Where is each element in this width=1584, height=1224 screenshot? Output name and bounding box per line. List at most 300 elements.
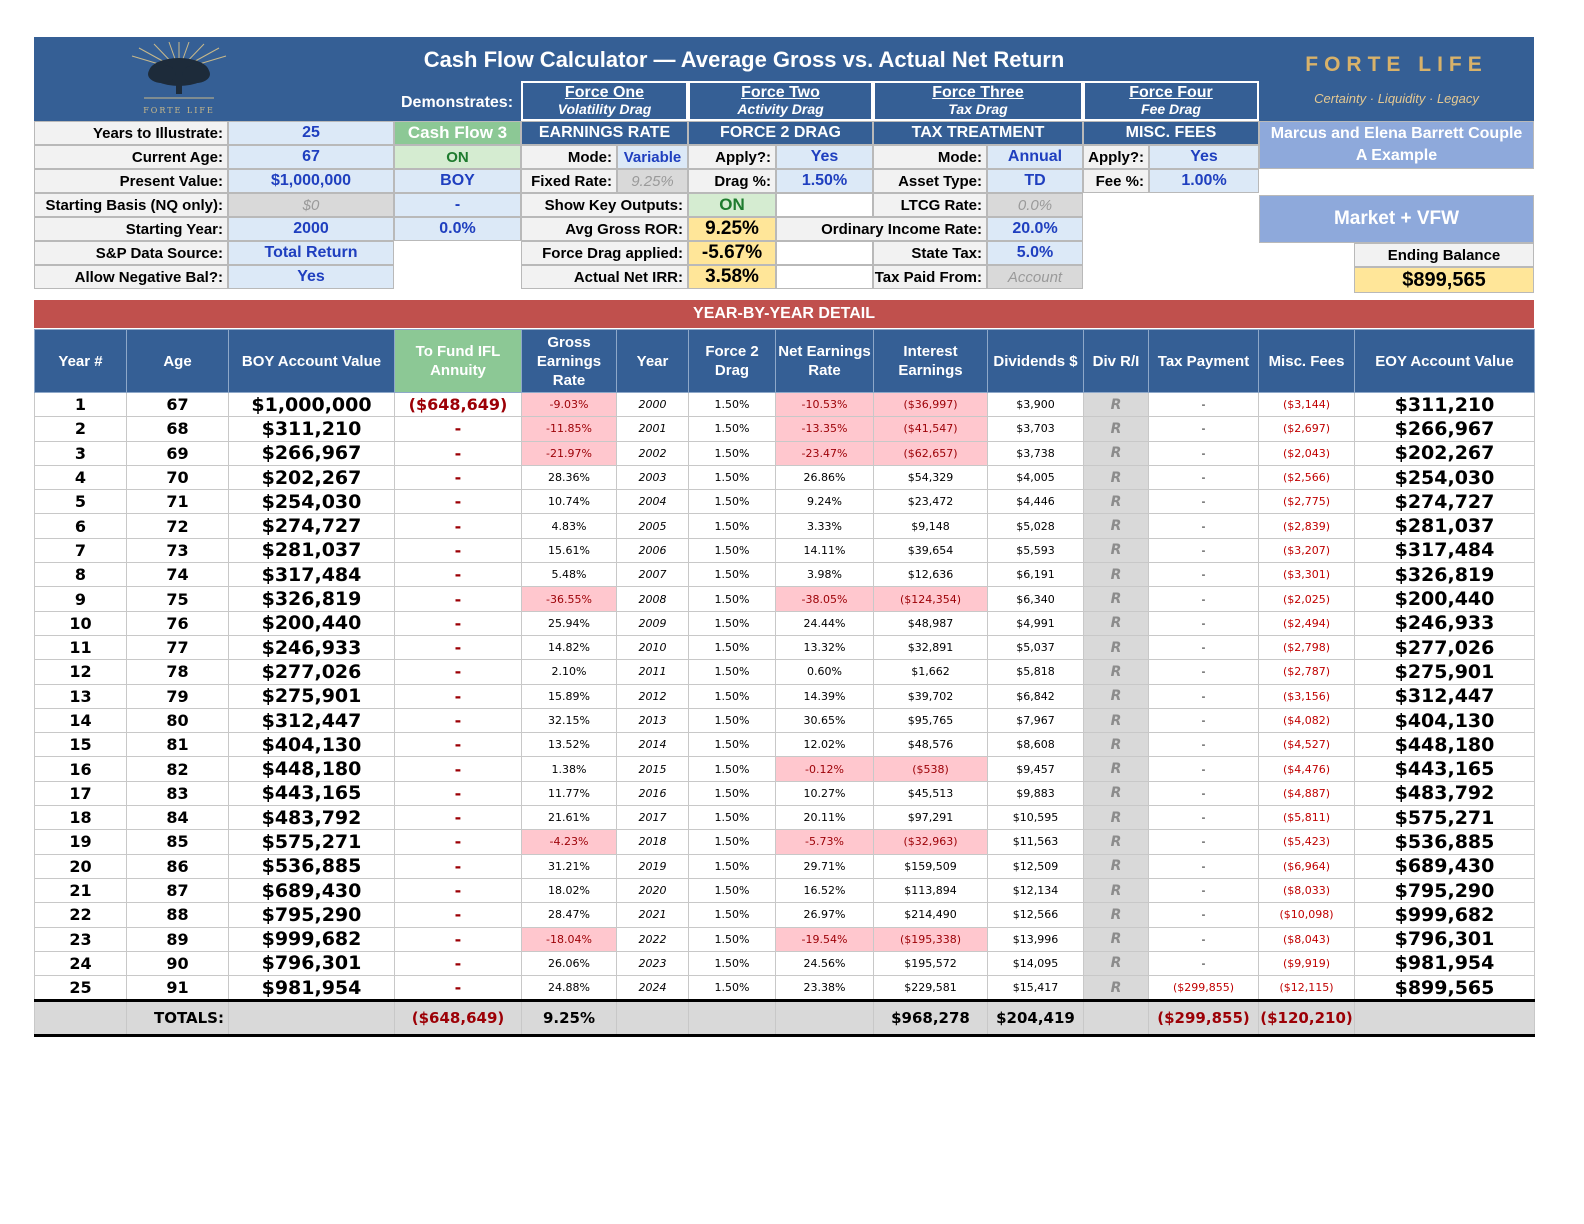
- cell-misc-fees: ($2,043): [1259, 441, 1355, 465]
- col-tax: Tax Payment: [1149, 330, 1259, 393]
- fee-pct-input[interactable]: 1.00%: [1149, 169, 1259, 193]
- cell-dividends: $6,842: [988, 684, 1084, 708]
- cell-dividends: $5,818: [988, 660, 1084, 684]
- cell-gross-rate: 5.48%: [522, 563, 617, 587]
- cell-boy-value: $281,037: [229, 538, 395, 562]
- col-age: Age: [127, 330, 229, 393]
- cell-div-ri: R: [1084, 976, 1149, 1001]
- cell-net-rate: 24.44%: [776, 611, 874, 635]
- cell-net-rate: 3.33%: [776, 514, 874, 538]
- table-row: [35, 465, 1535, 489]
- col-year: Year: [617, 330, 689, 393]
- cell-net-rate: -13.35%: [776, 417, 874, 441]
- year-by-year-table: [34, 329, 1535, 1037]
- cell-age: 73: [127, 538, 229, 562]
- cell-eoy-value: $404,130: [1355, 708, 1535, 732]
- cell-year: 2024: [617, 976, 689, 1001]
- cell-dividends: $14,095: [988, 951, 1084, 975]
- cell-year: 2009: [617, 611, 689, 635]
- start-year-input[interactable]: 2000: [228, 217, 394, 241]
- cell-eoy-value: $443,165: [1355, 757, 1535, 781]
- cell-misc-fees: ($3,156): [1259, 684, 1355, 708]
- cell-div-ri: R: [1084, 684, 1149, 708]
- avg-gross-value: 9.25%: [688, 217, 776, 241]
- table-row: [35, 635, 1535, 659]
- tax-treatment-title: TAX TREATMENT: [873, 121, 1083, 145]
- earnings-mode-label: Mode:: [521, 145, 617, 169]
- force-three-header: Force Three Tax Drag: [873, 81, 1083, 121]
- allow-neg-input[interactable]: Yes: [228, 265, 394, 289]
- cell-dividends: $5,593: [988, 538, 1084, 562]
- cell-boy-value: $483,792: [229, 806, 395, 830]
- earnings-mode-input[interactable]: Variable: [617, 145, 688, 169]
- cell-misc-fees: ($4,476): [1259, 757, 1355, 781]
- fees-apply-input[interactable]: Yes: [1149, 145, 1259, 169]
- cell-misc-fees: ($2,697): [1259, 417, 1355, 441]
- cell-force2-drag: 1.50%: [689, 708, 776, 732]
- cell-dividends: $3,738: [988, 441, 1084, 465]
- basis-label: Starting Basis (NQ only):: [34, 193, 228, 217]
- cell-force2-drag: 1.50%: [689, 757, 776, 781]
- cell-boy-value: $254,030: [229, 490, 395, 514]
- cell-interest: $12,636: [874, 563, 988, 587]
- cell-dividends: $10,595: [988, 806, 1084, 830]
- state-tax-label: State Tax:: [873, 241, 987, 265]
- cell-force2-drag: 1.50%: [689, 465, 776, 489]
- cell-interest: ($36,997): [874, 393, 988, 417]
- cell-net-rate: -23.47%: [776, 441, 874, 465]
- cell-year-num: 15: [35, 733, 127, 757]
- cell-gross-rate: 32.15%: [522, 708, 617, 732]
- cell-force2-drag: 1.50%: [689, 684, 776, 708]
- cell-tax-payment: -: [1149, 465, 1259, 489]
- brand-block: [1259, 37, 1534, 121]
- cell-tax-payment: -: [1149, 635, 1259, 659]
- cell-gross-rate: -4.23%: [522, 830, 617, 854]
- cell-age: 70: [127, 465, 229, 489]
- cell-boy-value: $246,933: [229, 635, 395, 659]
- cell-div-ri: R: [1084, 587, 1149, 611]
- cell-tax-payment: -: [1149, 393, 1259, 417]
- table-row: [35, 393, 1535, 417]
- year-by-year-banner: YEAR-BY-YEAR DETAIL: [34, 300, 1534, 328]
- cell-year: 2015: [617, 757, 689, 781]
- cell-interest: $95,765: [874, 708, 988, 732]
- col-force2: Force 2 Drag: [689, 330, 776, 393]
- cell-fund-annuity: -: [395, 465, 522, 489]
- cell-force2-drag: 1.50%: [689, 417, 776, 441]
- cell-net-rate: 3.98%: [776, 563, 874, 587]
- cell-force2-drag: 1.50%: [689, 538, 776, 562]
- cell-year-num: 17: [35, 781, 127, 805]
- table-row: [35, 538, 1535, 562]
- tax-mode-input[interactable]: Annual: [987, 145, 1083, 169]
- cell-year: 2012: [617, 684, 689, 708]
- cell-dividends: $4,446: [988, 490, 1084, 514]
- cell-div-ri: R: [1084, 441, 1149, 465]
- force-drag-label: Force Drag applied:: [521, 241, 688, 265]
- page-title: Cash Flow Calculator — Average Gross vs. Actual Net Return: [423, 47, 1065, 72]
- cell-dividends: $9,457: [988, 757, 1084, 781]
- force-one-header: Force One Volatility Drag: [521, 81, 688, 121]
- tax-mode-label: Mode:: [873, 145, 987, 169]
- cell-tax-payment: -: [1149, 708, 1259, 732]
- cell-year: 2022: [617, 927, 689, 951]
- cell-net-rate: -19.54%: [776, 927, 874, 951]
- cell-boy-value: $404,130: [229, 733, 395, 757]
- age-input[interactable]: 67: [228, 145, 394, 169]
- cell-interest: $39,702: [874, 684, 988, 708]
- cell-interest: $48,576: [874, 733, 988, 757]
- cell-tax-payment: -: [1149, 903, 1259, 927]
- cell-net-rate: -38.05%: [776, 587, 874, 611]
- cell-misc-fees: ($2,839): [1259, 514, 1355, 538]
- ordinary-income-input[interactable]: 20.0%: [987, 217, 1083, 241]
- cell-net-rate: 14.11%: [776, 538, 874, 562]
- cell-tax-payment: -: [1149, 781, 1259, 805]
- table-row: [35, 417, 1535, 441]
- cell-dividends: $6,191: [988, 563, 1084, 587]
- cell-misc-fees: ($3,207): [1259, 538, 1355, 562]
- cell-year: 2004: [617, 490, 689, 514]
- input-panel: [34, 37, 1534, 295]
- table-row: [35, 490, 1535, 514]
- col-div-ri: Div R/I: [1084, 330, 1149, 393]
- cell-boy-value: $575,271: [229, 830, 395, 854]
- cell-fund-annuity: -: [395, 611, 522, 635]
- cell-eoy-value: $796,301: [1355, 927, 1535, 951]
- ending-balance-label: Ending Balance: [1354, 243, 1534, 267]
- cell-tax-payment: -: [1149, 611, 1259, 635]
- cell-div-ri: R: [1084, 708, 1149, 732]
- cell-div-ri: R: [1084, 611, 1149, 635]
- cell-year-num: 18: [35, 806, 127, 830]
- cell-fund-annuity: -: [395, 563, 522, 587]
- cell-age: 71: [127, 490, 229, 514]
- cell-div-ri: R: [1084, 733, 1149, 757]
- total-interest: $968,278: [874, 1001, 988, 1036]
- cell-interest: $39,654: [874, 538, 988, 562]
- state-tax-input[interactable]: 5.0%: [987, 241, 1083, 265]
- table-row: [35, 757, 1535, 781]
- cell-age: 89: [127, 927, 229, 951]
- force2-drag-title: FORCE 2 DRAG: [688, 121, 873, 145]
- tax-paid-input[interactable]: Account: [987, 265, 1083, 289]
- cell-boy-value: $326,819: [229, 587, 395, 611]
- cell-year: 2023: [617, 951, 689, 975]
- cash-flow-rate[interactable]: 0.0%: [394, 217, 521, 241]
- cell-year-num: 3: [35, 441, 127, 465]
- col-net: Net Earnings Rate: [776, 330, 874, 393]
- cell-year-num: 4: [35, 465, 127, 489]
- cell-age: 77: [127, 635, 229, 659]
- cell-misc-fees: ($2,787): [1259, 660, 1355, 684]
- cell-dividends: $12,566: [988, 903, 1084, 927]
- logo: [114, 39, 244, 117]
- cell-year: 2019: [617, 854, 689, 878]
- force2-apply-input[interactable]: Yes: [776, 145, 873, 169]
- cell-eoy-value: $274,727: [1355, 490, 1535, 514]
- cell-gross-rate: 24.88%: [522, 976, 617, 1001]
- pv-input[interactable]: $1,000,000: [228, 169, 394, 193]
- cell-age: 75: [127, 587, 229, 611]
- misc-fees-title: MISC. FEES: [1083, 121, 1259, 145]
- cash-flow-status[interactable]: ON: [394, 145, 521, 169]
- cell-boy-value: $448,180: [229, 757, 395, 781]
- cell-year: 2002: [617, 441, 689, 465]
- totals-label: TOTALS:: [127, 1001, 229, 1036]
- tree-icon: [124, 42, 234, 106]
- cell-age: 76: [127, 611, 229, 635]
- cell-fund-annuity: -: [395, 417, 522, 441]
- cell-year-num: 16: [35, 757, 127, 781]
- cell-gross-rate: -36.55%: [522, 587, 617, 611]
- col-eoy: EOY Account Value: [1355, 330, 1535, 393]
- cell-fund-annuity: -: [395, 830, 522, 854]
- cell-boy-value: $202,267: [229, 465, 395, 489]
- cell-misc-fees: ($3,144): [1259, 393, 1355, 417]
- cell-boy-value: $536,885: [229, 854, 395, 878]
- table-row: [35, 927, 1535, 951]
- table-row: [35, 951, 1535, 975]
- cell-interest: ($195,338): [874, 927, 988, 951]
- cell-dividends: $13,996: [988, 927, 1084, 951]
- cell-net-rate: 20.11%: [776, 806, 874, 830]
- cell-tax-payment: -: [1149, 538, 1259, 562]
- cell-year: 2021: [617, 903, 689, 927]
- table-row: [35, 514, 1535, 538]
- fixed-rate-input[interactable]: 9.25%: [617, 169, 688, 193]
- cell-net-rate: 12.02%: [776, 733, 874, 757]
- cell-net-rate: 26.97%: [776, 903, 874, 927]
- cell-fund-annuity: -: [395, 441, 522, 465]
- cell-div-ri: R: [1084, 635, 1149, 659]
- cell-boy-value: $274,727: [229, 514, 395, 538]
- cell-dividends: $3,703: [988, 417, 1084, 441]
- cell-interest: ($32,963): [874, 830, 988, 854]
- cell-eoy-value: $311,210: [1355, 393, 1535, 417]
- tax-paid-label: Tax Paid From:: [873, 265, 987, 289]
- force-two-header: Force Two Activity Drag: [688, 81, 873, 121]
- asset-type-input[interactable]: TD: [987, 169, 1083, 193]
- cell-force2-drag: 1.50%: [689, 781, 776, 805]
- cell-gross-rate: 11.77%: [522, 781, 617, 805]
- table-row: [35, 830, 1535, 854]
- cell-year-num: 12: [35, 660, 127, 684]
- totals-row: [35, 1001, 1535, 1036]
- col-boy: BOY Account Value: [229, 330, 395, 393]
- cell-age: 81: [127, 733, 229, 757]
- cell-div-ri: R: [1084, 660, 1149, 684]
- cash-flow-timing[interactable]: BOY: [394, 169, 521, 193]
- cell-year: 2010: [617, 635, 689, 659]
- show-outputs-label: Show Key Outputs:: [521, 193, 688, 217]
- cell-div-ri: R: [1084, 538, 1149, 562]
- cell-gross-rate: -11.85%: [522, 417, 617, 441]
- cell-year-num: 22: [35, 903, 127, 927]
- earnings-rate-title: EARNINGS RATE: [521, 121, 688, 145]
- cell-misc-fees: ($12,115): [1259, 976, 1355, 1001]
- cell-net-rate: 9.24%: [776, 490, 874, 514]
- years-input[interactable]: 25: [228, 121, 394, 145]
- cell-eoy-value: $275,901: [1355, 660, 1535, 684]
- cell-eoy-value: $536,885: [1355, 830, 1535, 854]
- cell-interest: $48,987: [874, 611, 988, 635]
- cell-force2-drag: 1.50%: [689, 927, 776, 951]
- cell-interest: $23,472: [874, 490, 988, 514]
- cell-dividends: $3,900: [988, 393, 1084, 417]
- cell-force2-drag: 1.50%: [689, 611, 776, 635]
- ltcg-input[interactable]: 0.0%: [987, 193, 1083, 217]
- cell-gross-rate: 14.82%: [522, 635, 617, 659]
- cell-fund-annuity: -: [395, 587, 522, 611]
- cell-dividends: $5,037: [988, 635, 1084, 659]
- cell-div-ri: R: [1084, 417, 1149, 441]
- cell-net-rate: -0.12%: [776, 757, 874, 781]
- cell-age: 78: [127, 660, 229, 684]
- cell-fund-annuity: -: [395, 878, 522, 902]
- cell-dividends: $4,005: [988, 465, 1084, 489]
- cell-year: 2018: [617, 830, 689, 854]
- cell-fund-annuity: -: [395, 635, 522, 659]
- cell-tax-payment: -: [1149, 441, 1259, 465]
- cell-year-num: 6: [35, 514, 127, 538]
- cell-year: 2005: [617, 514, 689, 538]
- cell-age: 69: [127, 441, 229, 465]
- cell-tax-payment: -: [1149, 854, 1259, 878]
- cell-fund-annuity: -: [395, 951, 522, 975]
- ltcg-label: LTCG Rate:: [873, 193, 987, 217]
- cell-net-rate: -5.73%: [776, 830, 874, 854]
- cell-age: 72: [127, 514, 229, 538]
- cell-year-num: 7: [35, 538, 127, 562]
- cell-gross-rate: 15.61%: [522, 538, 617, 562]
- cell-year-num: 25: [35, 976, 127, 1001]
- cell-gross-rate: -18.04%: [522, 927, 617, 951]
- cell-age: 83: [127, 781, 229, 805]
- cell-year-num: 11: [35, 635, 127, 659]
- cell-misc-fees: ($8,043): [1259, 927, 1355, 951]
- cash-flow-amount[interactable]: -: [394, 193, 521, 217]
- table-row: [35, 976, 1535, 1001]
- basis-input[interactable]: $0: [228, 193, 394, 217]
- cell-boy-value: $200,440: [229, 611, 395, 635]
- cell-gross-rate: -9.03%: [522, 393, 617, 417]
- cell-force2-drag: 1.50%: [689, 733, 776, 757]
- cell-dividends: $8,608: [988, 733, 1084, 757]
- cell-interest: $32,891: [874, 635, 988, 659]
- cell-fund-annuity: -: [395, 660, 522, 684]
- table-row: [35, 733, 1535, 757]
- cell-misc-fees: ($4,527): [1259, 733, 1355, 757]
- cell-div-ri: R: [1084, 903, 1149, 927]
- cell-force2-drag: 1.50%: [689, 563, 776, 587]
- cell-div-ri: R: [1084, 514, 1149, 538]
- cell-age: 86: [127, 854, 229, 878]
- ordinary-income-label: Ordinary Income Rate:: [776, 217, 987, 241]
- cell-misc-fees: ($4,082): [1259, 708, 1355, 732]
- cell-year-num: 23: [35, 927, 127, 951]
- cell-eoy-value: $254,030: [1355, 465, 1535, 489]
- cell-year: 2001: [617, 417, 689, 441]
- cell-fund-annuity: -: [395, 708, 522, 732]
- cell-eoy-value: $899,565: [1355, 976, 1535, 1001]
- cell-boy-value: $999,682: [229, 927, 395, 951]
- cell-force2-drag: 1.50%: [689, 660, 776, 684]
- cell-tax-payment: -: [1149, 563, 1259, 587]
- cell-tax-payment: -: [1149, 733, 1259, 757]
- cell-gross-rate: -21.97%: [522, 441, 617, 465]
- cell-fund-annuity: -: [395, 757, 522, 781]
- blank-cell: [776, 193, 873, 217]
- cell-eoy-value: $448,180: [1355, 733, 1535, 757]
- cell-year-num: 5: [35, 490, 127, 514]
- force2-drag-input[interactable]: 1.50%: [776, 169, 873, 193]
- cell-misc-fees: ($2,566): [1259, 465, 1355, 489]
- cell-gross-rate: 10.74%: [522, 490, 617, 514]
- cell-net-rate: 10.27%: [776, 781, 874, 805]
- cell-force2-drag: 1.50%: [689, 587, 776, 611]
- force-four-header: Force Four Fee Drag: [1083, 81, 1259, 121]
- table-row: [35, 684, 1535, 708]
- sp-source-label: S&P Data Source:: [34, 241, 228, 265]
- ending-balance-value: $899,565: [1354, 267, 1534, 293]
- cell-fund-annuity: -: [395, 976, 522, 1001]
- blank-cell: [776, 241, 873, 265]
- table-row: [35, 854, 1535, 878]
- table-header-row: [35, 330, 1535, 393]
- show-outputs-toggle[interactable]: ON: [688, 193, 776, 217]
- cell-net-rate: 16.52%: [776, 878, 874, 902]
- cell-interest: $54,329: [874, 465, 988, 489]
- cell-year: 2020: [617, 878, 689, 902]
- cell-force2-drag: 1.50%: [689, 441, 776, 465]
- cell-fund-annuity: -: [395, 854, 522, 878]
- cell-interest: ($538): [874, 757, 988, 781]
- fees-apply-label: Apply?:: [1083, 145, 1149, 169]
- cell-force2-drag: 1.50%: [689, 635, 776, 659]
- cell-interest: $159,509: [874, 854, 988, 878]
- cell-interest: $1,662: [874, 660, 988, 684]
- cell-force2-drag: 1.50%: [689, 393, 776, 417]
- cell-div-ri: R: [1084, 465, 1149, 489]
- cell-boy-value: $796,301: [229, 951, 395, 975]
- cell-tax-payment: -: [1149, 951, 1259, 975]
- cell-eoy-value: $795,290: [1355, 878, 1535, 902]
- cell-net-rate: 23.38%: [776, 976, 874, 1001]
- cell-age: 90: [127, 951, 229, 975]
- cell-fund-annuity: -: [395, 903, 522, 927]
- cell-year-num: 1: [35, 393, 127, 417]
- cell-year-num: 2: [35, 417, 127, 441]
- cell-age: 88: [127, 903, 229, 927]
- avg-gross-label: Avg Gross ROR:: [521, 217, 688, 241]
- cell-div-ri: R: [1084, 806, 1149, 830]
- cell-fund-annuity: -: [395, 927, 522, 951]
- cell-div-ri: R: [1084, 563, 1149, 587]
- cell-gross-rate: 28.36%: [522, 465, 617, 489]
- cell-year-num: 13: [35, 684, 127, 708]
- cell-interest: $229,581: [874, 976, 988, 1001]
- cell-boy-value: $981,954: [229, 976, 395, 1001]
- net-irr-value: 3.58%: [688, 265, 776, 289]
- cell-year-num: 14: [35, 708, 127, 732]
- table-row: [35, 587, 1535, 611]
- brand-tagline: Certainty · Liquidity · Legacy: [1314, 90, 1479, 106]
- cell-year: 2011: [617, 660, 689, 684]
- cell-dividends: $9,883: [988, 781, 1084, 805]
- sp-source-input[interactable]: Total Return: [228, 241, 394, 265]
